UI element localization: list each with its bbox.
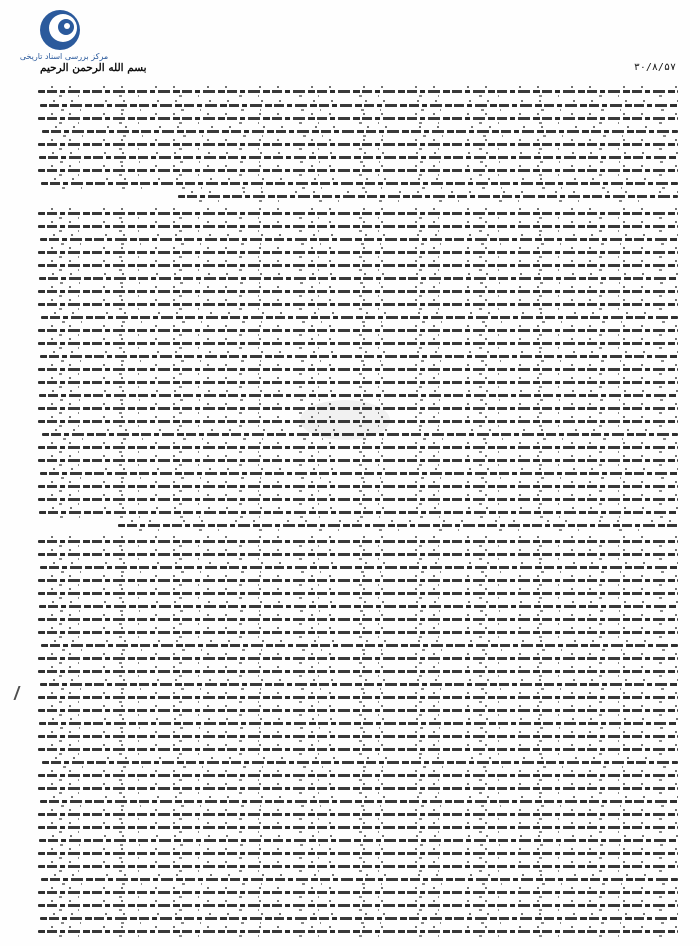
handwritten-line — [38, 826, 678, 829]
handwritten-line — [38, 891, 678, 894]
letter-body — [38, 84, 678, 944]
handwritten-line — [40, 104, 678, 107]
handwritten-line — [38, 169, 678, 172]
handwritten-line — [38, 592, 678, 595]
handwritten-line — [38, 852, 678, 855]
handwritten-line — [38, 90, 678, 93]
handwritten-line — [178, 195, 678, 198]
handwritten-line — [39, 511, 678, 514]
handwritten-line — [38, 540, 678, 543]
handwritten-line — [40, 472, 678, 475]
handwritten-line — [38, 735, 678, 738]
handwritten-line — [38, 553, 678, 556]
handwritten-line — [40, 800, 678, 803]
handwritten-line — [39, 605, 678, 608]
handwritten-line — [40, 355, 678, 358]
handwritten-line — [38, 631, 678, 634]
archive-disc-logo-icon — [36, 6, 84, 54]
archive-logo-text: مرکز بررسی اسناد تاریخی — [19, 52, 109, 61]
handwritten-line — [41, 878, 678, 881]
letter-header — [40, 62, 676, 78]
handwritten-line — [41, 182, 678, 185]
handwritten-line — [42, 130, 678, 133]
handwritten-line — [38, 303, 678, 306]
letter-date: ۳۰/۸/۵۷ — [633, 62, 676, 73]
handwritten-line — [38, 498, 678, 501]
handwritten-line — [38, 446, 678, 449]
handwritten-line — [38, 930, 678, 933]
handwritten-line — [38, 264, 678, 267]
handwritten-line — [38, 787, 678, 790]
handwritten-line — [38, 342, 678, 345]
handwritten-line — [38, 579, 678, 582]
handwritten-line — [42, 761, 678, 764]
handwritten-line — [38, 670, 678, 673]
handwritten-line — [118, 524, 678, 527]
handwritten-line — [40, 917, 678, 920]
handwritten-line — [40, 238, 678, 241]
handwritten-line — [41, 644, 678, 647]
paper-stain — [300, 400, 390, 440]
handwritten-line — [38, 485, 678, 488]
letter-salutation: بسم الله الرحمن الرحیم — [40, 62, 147, 74]
handwritten-line — [38, 290, 678, 293]
handwritten-line — [38, 774, 678, 777]
handwritten-line — [38, 813, 678, 816]
handwritten-line — [38, 381, 678, 384]
handwritten-line — [38, 748, 678, 751]
handwritten-line — [38, 618, 678, 621]
handwritten-line — [38, 865, 678, 868]
handwritten-line — [40, 566, 678, 569]
handwritten-line — [38, 696, 678, 699]
handwritten-line — [38, 117, 678, 120]
handwritten-line — [38, 143, 678, 146]
handwritten-line — [41, 316, 678, 319]
handwritten-line — [38, 657, 678, 660]
handwritten-line — [40, 683, 678, 686]
handwritten-line — [39, 394, 678, 397]
handwritten-line — [38, 709, 678, 712]
handwritten-line — [38, 212, 678, 215]
margin-annotation-mark — [13, 686, 30, 700]
handwritten-line — [39, 722, 678, 725]
handwritten-line — [38, 329, 678, 332]
handwritten-line — [38, 368, 678, 371]
handwritten-line — [38, 251, 678, 254]
handwritten-line — [39, 277, 678, 280]
handwritten-line — [39, 156, 678, 159]
handwritten-line — [38, 225, 678, 228]
handwritten-line — [38, 459, 678, 462]
handwritten-line — [39, 839, 678, 842]
handwritten-line — [38, 904, 678, 907]
